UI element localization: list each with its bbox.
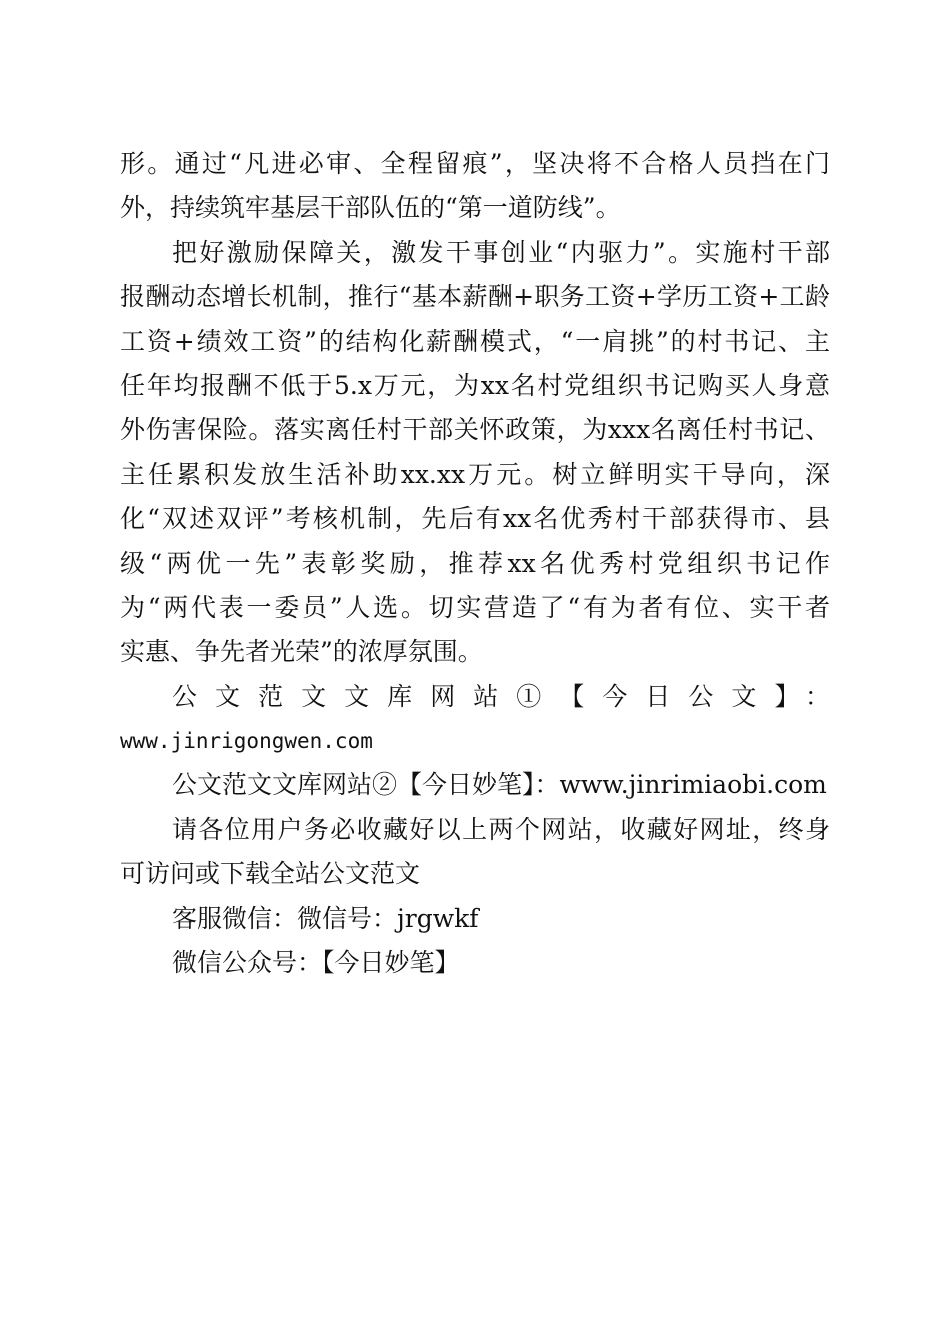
website-2-line: 公文范文文库网站②【今日妙笔】：www.jinrimiaobi.com xyxy=(172,770,827,800)
text-line: 化“双述双评”考核机制，先后有xx名优秀村干部获得市、县 xyxy=(120,504,830,534)
text-line: 任年均报酬不低于5.x万元，为xx名村党组织书记购买人身意 xyxy=(120,370,830,400)
text-line: 级“两优一先”表彰奖励，推荐xx名优秀村党组织书记作 xyxy=(120,548,830,578)
website-1-label: 公文范文文库网站①【今日公文】： xyxy=(172,681,830,711)
text-line: 为“两代表一委员”人选。切实营造了“有为者有位、实干者 xyxy=(120,592,830,622)
wechat-official-line: 微信公众号：【今日妙笔】 xyxy=(172,948,460,978)
text-line: 工资+绩效工资”的结构化薪酬模式，“一肩挑”的村书记、主 xyxy=(120,326,830,356)
text-line: 外，持续筑牢基层干部队伍的“第一道防线”。 xyxy=(120,193,621,223)
wechat-id-line: 客服微信：微信号：jrgwkf xyxy=(172,903,479,933)
document-page xyxy=(120,142,830,985)
notice-line-end: 可访问或下载全站公文范文 xyxy=(120,859,421,889)
text-line: 外伤害保险。落实离任村干部关怀政策，为xxx名离任村书记、 xyxy=(120,415,830,445)
text-line: 主任累积发放生活补助xx.xx万元。树立鲜明实干导向，深 xyxy=(120,459,830,489)
paragraph-start-line: 把好激励保障关，激发干事创业“内驱力”。实施村干部 xyxy=(172,237,830,267)
text-line: 报酬动态增长机制，推行“基本薪酬+职务工资+学历工资+工龄 xyxy=(120,282,830,312)
text-line: 形。通过“凡进必审、全程留痕”，坚决将不合格人员挡在门 xyxy=(120,149,830,178)
notice-line: 请各位用户务必收藏好以上两个网站，收藏好网址，终身 xyxy=(172,814,830,844)
text-line: 实惠、争先者光荣”的浓厚氛围。 xyxy=(120,637,483,667)
website-1-url[interactable]: www.jinrigongwen.com xyxy=(120,729,373,754)
